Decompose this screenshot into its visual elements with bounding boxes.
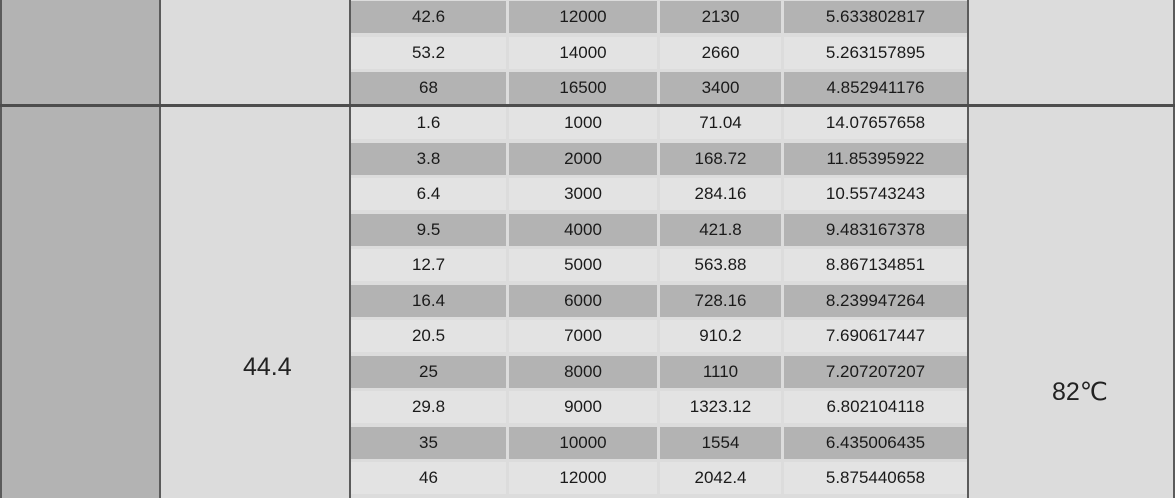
group-cell-bottom (2, 107, 159, 498)
table-border-left (0, 0, 2, 498)
table-row (351, 143, 967, 175)
table-cell: 2660 (660, 37, 781, 69)
table-cell: 9.483167378 (784, 214, 967, 246)
table-cell: 168.72 (660, 143, 781, 175)
table-cell: 3.8 (351, 143, 506, 175)
table-row (351, 427, 967, 459)
table-cell: 16.4 (351, 285, 506, 317)
table-cell: 14.07657658 (784, 107, 967, 139)
table-cell: 6.802104118 (784, 391, 967, 423)
table-cell: 16500 (509, 72, 657, 104)
table-cell: 563.88 (660, 249, 781, 281)
table-cell: 421.8 (660, 214, 781, 246)
value-cell-top (161, 0, 349, 104)
table-cell: 6.435006435 (784, 427, 967, 459)
table-row (351, 320, 967, 352)
table-cell: 42.6 (351, 1, 506, 33)
table-cell: 3400 (660, 72, 781, 104)
table-cell: 1.6 (351, 107, 506, 139)
table-cell: 1323.12 (660, 391, 781, 423)
table-cell: 12.7 (351, 249, 506, 281)
table-cell: 5.263157895 (784, 37, 967, 69)
value-cell-bottom (161, 107, 349, 498)
table-cell: 2042.4 (660, 462, 781, 494)
table-cell: 12000 (509, 462, 657, 494)
column-divider (967, 0, 969, 498)
table-cell: 7.207207207 (784, 356, 967, 388)
table-cell: 9.5 (351, 214, 506, 246)
table-cell: 11.85395922 (784, 143, 967, 175)
table-cell: 35 (351, 427, 506, 459)
table-cell: 46 (351, 462, 506, 494)
table-row (351, 356, 967, 388)
table-row (351, 249, 967, 281)
table-row (351, 1, 967, 33)
table-row (351, 107, 967, 139)
table-body-bottom (351, 107, 967, 498)
block-separator (0, 104, 1175, 107)
table-cell: 68 (351, 72, 506, 104)
table-cell: 5000 (509, 249, 657, 281)
table-row (351, 214, 967, 246)
temp-cell-top (969, 0, 1175, 104)
table-row (351, 178, 967, 210)
table-cell: 2000 (509, 143, 657, 175)
group-cell-top (2, 0, 159, 104)
column-divider (349, 0, 351, 498)
table-body-top (351, 0, 967, 104)
table-cell: 4.852941176 (784, 72, 967, 104)
temperature-value: 82℃ (1052, 378, 1108, 406)
table-cell: 6000 (509, 285, 657, 317)
table-cell: 25 (351, 356, 506, 388)
table-cell: 71.04 (660, 107, 781, 139)
table-cell: 4000 (509, 214, 657, 246)
table-cell: 7000 (509, 320, 657, 352)
table-cell: 7.690617447 (784, 320, 967, 352)
table-cell: 8000 (509, 356, 657, 388)
table-cell: 12000 (509, 1, 657, 33)
table-row (351, 462, 967, 494)
table-cell: 10000 (509, 427, 657, 459)
table-cell: 910.2 (660, 320, 781, 352)
table-cell: 14000 (509, 37, 657, 69)
table-cell: 8.867134851 (784, 249, 967, 281)
table-cell: 20.5 (351, 320, 506, 352)
table-row (351, 37, 967, 69)
table-cell: 5.633802817 (784, 1, 967, 33)
table-cell: 5.875440658 (784, 462, 967, 494)
column-divider (159, 0, 161, 498)
table-cell: 10.55743243 (784, 178, 967, 210)
table-cell: 1000 (509, 107, 657, 139)
table-cell: 53.2 (351, 37, 506, 69)
table-cell: 29.8 (351, 391, 506, 423)
table-cell: 3000 (509, 178, 657, 210)
table-row (351, 391, 967, 423)
table-cell: 284.16 (660, 178, 781, 210)
table-row (351, 72, 967, 104)
table-cell: 6.4 (351, 178, 506, 210)
table-row (351, 285, 967, 317)
table-cell: 1554 (660, 427, 781, 459)
temp-cell-bottom (969, 107, 1175, 498)
table-cell: 728.16 (660, 285, 781, 317)
table-cell: 8.239947264 (784, 285, 967, 317)
table-cell: 2130 (660, 1, 781, 33)
table-cell: 9000 (509, 391, 657, 423)
group-value: 44.4 (243, 353, 292, 381)
table-cell: 1110 (660, 356, 781, 388)
